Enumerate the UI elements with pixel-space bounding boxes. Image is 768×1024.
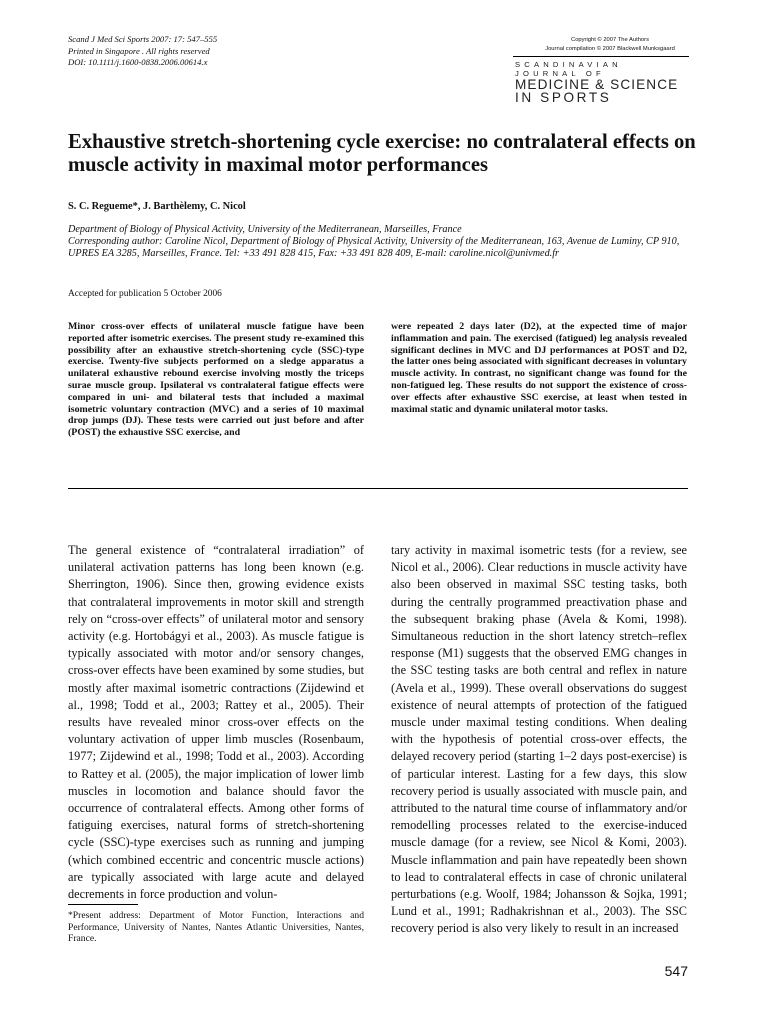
- compilation-line: Journal compilation © 2007 Blackwell Munksgaard: [545, 46, 675, 52]
- citation-line: Scand J Med Sci Sports 2007: 17: 547–555: [68, 34, 218, 44]
- journal-divider: [513, 56, 689, 57]
- page-number: 547: [664, 963, 688, 979]
- abstract-divider: [68, 488, 688, 489]
- printed-line: Printed in Singapore . All rights reserved: [68, 45, 210, 56]
- corresponding-author: Corresponding author: Caroline Nicol, Department of Biology of Physical Activity, University of the Mediterranean, 163, Avenue de Luminy, CP 910, UPRES EA 3285, Marseilles, France. Tel: +33 491 828 415, Fax: +33 491 828 409, E-mail: caroline.nicol@univmed.fr: [68, 236, 680, 260]
- journal-name-bottom: IN SPORTS: [515, 90, 612, 106]
- body-column-right: tary activity in maximal isometric tests (for a review, see Nicol et al., 2006). Clear reductions in muscle activity have also been observed in maximal SSC testing tasks, both during the centrally programmed preactivation phase and the subsequent braking phase (Avela & Komi, 1998). Simultaneous reduction in the short latency stretch–reflex response (M1) suggests that the observed EMG changes in the SSC testing tasks are both central and reflex in nature (Avela et al., 1999). These overall observations do suggest existence of neural attempts of protection of the fatigued muscle under maximal testing conditions. When dealing with the hypothesis of potential cross-over effects, the delayed recovery period (starting 1–2 days post-exercise) is of particular interest. Lasting for a few days, this slow recovery period is usually associated with muscle pain, and attributed to the natural time course of inflammatory and/or remodelling processes related to the exercise-induced muscle damage (for a review, see Nicol & Komi, 2003). Muscle inflammation and pain have repeatedly been shown to lead to contralateral effects in case of chronic unilateral perturbations (e.g. Woolf, 1984; Johansson & Sojka, 1991; Lund et al., 1991; Radhakrishnan et al., 2003). The SSC recovery period is also very likely to result in an increased: [391, 543, 687, 936]
- article-title: Exhaustive stretch-shortening cycle exercise: no contralateral effects on muscle activity in maximal motor performances: [68, 131, 696, 176]
- journal-name-top: SCANDINAVIAN JOURNAL OF: [515, 60, 622, 78]
- footnote: *Present address: Department of Motor Function, Interactions and Performance, University of Nantes, Nantes Atlantic Universities, Nantes, France.: [68, 910, 364, 945]
- abstract-column-left: Minor cross-over effects of unilateral muscle fatigue have been reported after isometric exercises. The present study re-examined this possibility after an exhaustive stretch-shortening cycle (SSC)-type exercise. Twenty-five subjects performed on a sledge apparatus a unilateral exhaustive rebound exercise involving mostly the triceps surae muscle group. Ipsilateral vs contralateral fatigue effects were compared in uni- and bilateral tests that included a maximal isometric voluntary contraction (MVC) and a series of 10 maximal drop jumps (DJ). These tests were carried out just before and after (POST) the exhaustive SSC exercise, and: [68, 321, 364, 439]
- copyright-line: Copyright © 2007 The Authors: [571, 37, 649, 43]
- body-column-left: The general existence of “contralateral irradiation” of unilateral activation patterns has long been known (e.g. Sherrington, 1906). Since then, growing evidence exists that contralateral improvements in motor skill and strength rely on “cross-over effects” of unilateral motor and sensory activity (e.g. Hortobágyi et al., 2003). As muscle fatigue is typically associated with motor and/or sensory changes, cross-over effects have been examined by some studies, but mostly after maximal isometric contractions (Zijdewind et al., 1998; Todd et al., 2003; Rattey et al., 2005). Their results have revealed minor cross-over effects on the voluntary activation of upper limb muscles (Rosenbaum, 1977; Zijdewind et al., 1998; Todd et al., 2003). According to Rattey et al. (2005), the major implication of lower limb muscles in locomotion and balance should favor the occurrence of contralateral effects. Among other forms of fatiguing exercises, natural forms of stretch-shortening cycle (SSC)-type exercises such as running and jumping (which combined eccentric and concentric muscle actions) are typically associated with large acute and delayed decrements in force production and volun-: [68, 543, 364, 902]
- footnote-divider: [68, 904, 138, 905]
- accepted-date: Accepted for publication 5 October 2006: [68, 289, 222, 299]
- author-list: S. C. Regueme*, J. Barthèlemy, C. Nicol: [68, 201, 246, 212]
- journal-logo: [515, 60, 691, 105]
- journal-name-mid: MEDICINE & SCIENCE: [515, 77, 679, 92]
- abstract-column-right: were repeated 2 days later (D2), at the expected time of major inflammation and pain. The exercised (fatigued) leg analysis revealed significant declines in MVC and DJ performances at POST and D2, the latter ones being associated with significant decreases in voluntary muscle activity. In contrast, no significant change was found for the non-fatigued leg. These results do not support the existence of cross-over effects after exhaustive SSC exercise, at least when tested in maximal static and dynamic unilateral motor tasks.: [391, 321, 687, 415]
- affiliation-block: [68, 224, 690, 261]
- doi-line: DOI: 10.1111/j.1600-0838.2006.00614.x: [68, 57, 208, 68]
- journal-citation: [68, 34, 368, 69]
- affiliation: Department of Biology of Physical Activity, University of the Mediterranean, Marseilles, France: [68, 224, 462, 235]
- copyright-block: [540, 37, 680, 55]
